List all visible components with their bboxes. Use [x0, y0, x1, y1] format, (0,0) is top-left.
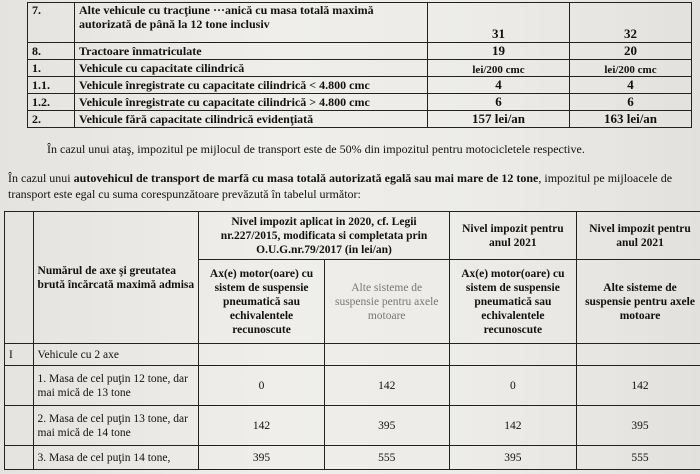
value-cell: 142 [199, 406, 324, 446]
value-2021: lei/200 cmc [570, 60, 692, 77]
empty-cell [577, 344, 700, 366]
table-row [28, 77, 692, 94]
row-number: 1.2. [28, 94, 75, 111]
header-2021-pneumatic: Nivel impozit pentru anul 2021 [449, 212, 576, 260]
value-cell: 395 [199, 446, 324, 470]
truck-tax-table [4, 211, 700, 470]
section-label: Vehicule cu 2 axe [33, 344, 199, 366]
value-2020: 157 lei/an [428, 111, 570, 128]
value-2021: 163 lei/an [570, 111, 692, 128]
empty-cell [324, 344, 449, 366]
row-number: 2. [28, 111, 75, 128]
header-2020: Nivel impozit aplicat in 2020, cf. Legii nr.227/2015, modificata si completata prin O.U.G.nr.79/2017 (in lei/an) [199, 212, 449, 260]
table-row [28, 3, 692, 43]
empty-cell [5, 406, 34, 446]
table-row [28, 94, 692, 111]
table-row [5, 406, 700, 446]
value-cell: 142 [577, 366, 700, 406]
row-description: Vehicule înregistrate cu capacitate cilindrică < 4.800 cmc [75, 77, 428, 94]
row-number: 7. [28, 3, 75, 43]
empty-cell [5, 446, 34, 470]
value-cell: 395 [449, 446, 576, 470]
row-number: 8. [28, 43, 75, 60]
table-row [28, 43, 692, 60]
value-cell: 142 [449, 406, 576, 446]
empty-cell [449, 344, 576, 366]
subheader-pneumatic-2020: Ax(e) motor(oare) cu sistem de suspensie pneumatică sau echivalentele recunoscute [199, 260, 324, 344]
row-description: Alte vehicule cu tracţiune ···anică cu masa totală maximă autorizată de până la 12 tone inclusiv [75, 3, 428, 43]
value-cell: 142 [324, 366, 449, 406]
value-cell: 0 [199, 366, 324, 406]
paragraph-suffix: , impozitul pe mijloacele de transport este egal cu suma corespunzătoare prevăzută în tabelul următor: [8, 171, 673, 201]
table-row [28, 60, 692, 77]
value-2021: 20 [570, 43, 692, 60]
value-2021: 32 [570, 3, 692, 43]
value-cell: 555 [577, 446, 700, 470]
row-number: 1.1. [28, 77, 75, 94]
value-cell: 555 [324, 446, 449, 470]
value-2020: lei/200 cmc [428, 60, 570, 77]
row-label: 2. Masa de cel puţin 13 tone, dar mai mică de 14 tone [33, 406, 199, 446]
section-number: I [5, 344, 34, 366]
value-2021: 4 [570, 77, 692, 94]
value-cell: 395 [577, 406, 700, 446]
header-blank [5, 212, 34, 344]
table-row [5, 446, 700, 470]
row-label: 1. Masa de cel puţin 12 tone, dar mai mică de 13 tone [33, 366, 199, 406]
value-2020: 4 [428, 77, 570, 94]
header-2021-other: Nivel impozit pentru anul 2021 [577, 212, 700, 260]
row-label: 3. Masa de cel puţin 14 tone, [33, 446, 199, 470]
sidecar-paragraph: În cazul unui ataş, impozitul pe mijlocul de transport este de 50% din impozitul pentru motocicletele respective. [47, 142, 585, 156]
table-row [28, 111, 692, 128]
truck-tax-paragraph [8, 170, 698, 202]
header-row [5, 212, 700, 260]
empty-cell [199, 344, 324, 366]
subheader-pneumatic-2021: Ax(e) motor(oare) cu sistem de suspensie pneumatică sau echivalentele recunoscute [449, 260, 576, 344]
row-description: Vehicule cu capacitate cilindrică [75, 60, 428, 77]
subheader-other-2021: Alte sisteme de suspensie pentru axele motoare [577, 260, 700, 344]
row-description: Tractoare înmatriculate [75, 43, 428, 60]
paragraph-prefix: În cazul unui [8, 171, 74, 185]
value-2020: 31 [428, 3, 570, 43]
value-2020: 19 [428, 43, 570, 60]
row-description: Vehicule înregistrate cu capacitate cilindrică > 4.800 cmc [75, 94, 428, 111]
table-row [5, 366, 700, 406]
value-cell: 0 [449, 366, 576, 406]
subheader-other-2020: Alte sisteme de suspensie pentru axele motoare [324, 260, 449, 344]
vehicle-tax-table-top [27, 2, 692, 128]
section-row [5, 344, 700, 366]
value-2021: 6 [570, 94, 692, 111]
value-2020: 6 [428, 94, 570, 111]
empty-cell [5, 366, 34, 406]
paragraph-bold: autovehicul de transport de marfă cu masa totală autorizată egală sau mai mare de 12 tone [73, 171, 539, 185]
row-number: 1. [28, 60, 75, 77]
value-cell: 395 [324, 406, 449, 446]
row-description: Vehicule fără capacitate cilindrică evidenţiată [75, 111, 428, 128]
axle-weight-header: Numărul de axe şi greutatea brută încărcată maximă admisa [33, 212, 199, 344]
